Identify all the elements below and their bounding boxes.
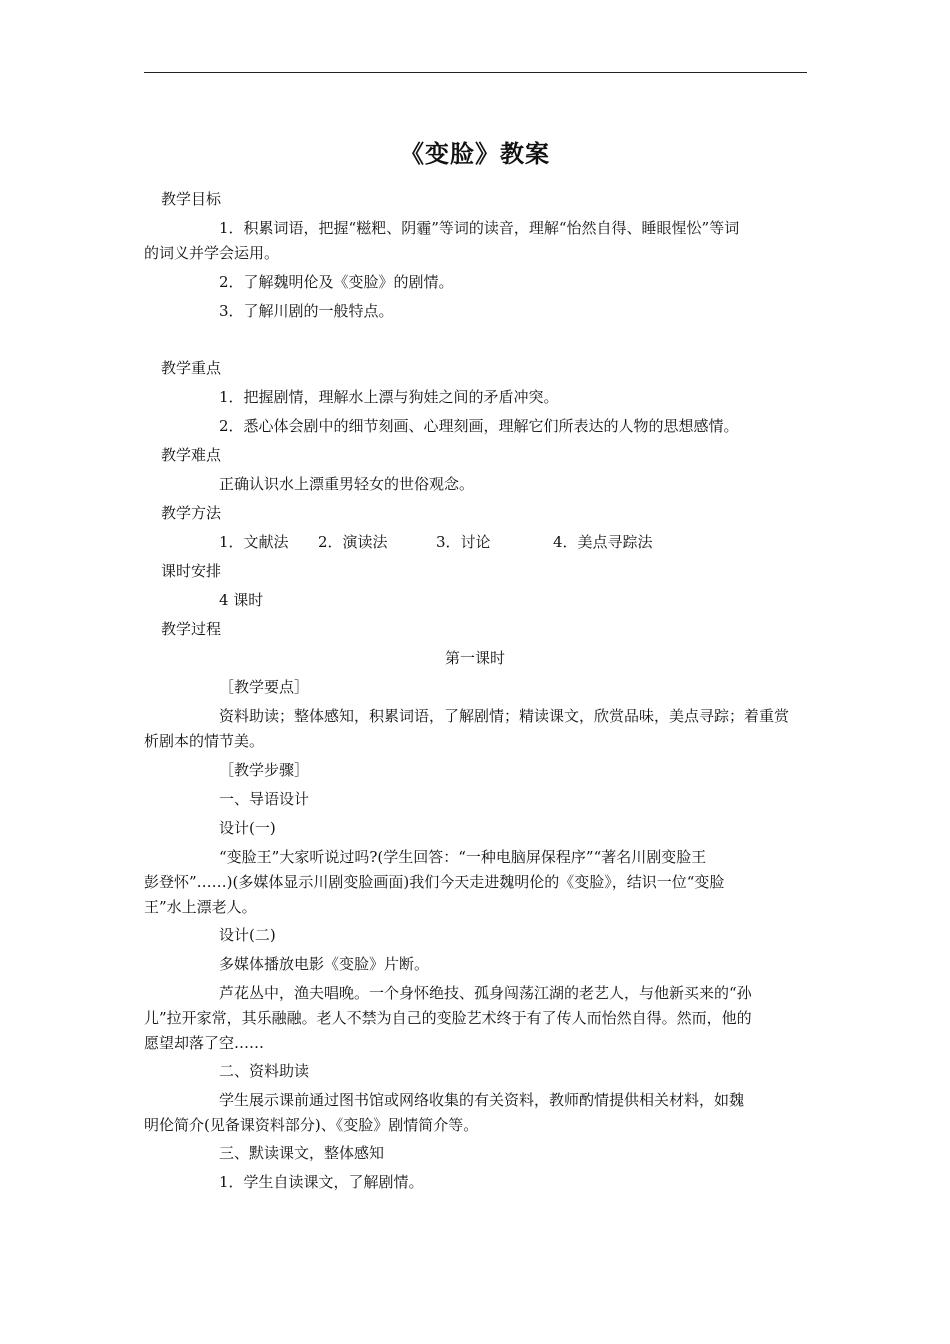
steps-label: ［教学步骤］ — [219, 761, 310, 779]
method-2: 2．演读法 — [318, 533, 388, 551]
objectives-heading: 教学目标 — [161, 190, 222, 208]
objective-3: 3．了解川剧的一般特点。 — [219, 302, 394, 320]
design-2-line-2: 芦花丛中，渔夫唱晚。一个身怀绝技、孤身闯荡江湖的老艺人，与他新买来的“孙 — [219, 984, 752, 1002]
step-2-line-2: 明伦简介(见备课资料部分)、《变脸》剧情简介等。 — [144, 1116, 479, 1134]
step-2-line-1: 学生展示课前通过图书馆或网络收集的有关资料，教师酌情提供相关材料，如魏 — [219, 1091, 745, 1109]
header-rule — [144, 72, 807, 73]
design-2-label: 设计(二) — [219, 926, 276, 944]
objective-2: 2．了解魏明伦及《变脸》的剧情。 — [219, 273, 454, 291]
schedule-heading: 课时安排 — [161, 562, 222, 580]
schedule-text: 4 课时 — [219, 591, 264, 609]
method-3: 3．讨论 — [436, 533, 491, 551]
key-points-heading: 教学重点 — [161, 359, 222, 377]
points-line-2: 析剧本的情节美。 — [144, 732, 265, 750]
design-2-line-1: 多媒体播放电影《变脸》片断。 — [219, 955, 430, 973]
difficulty-text: 正确认识水上漂重男轻女的世俗观念。 — [219, 475, 475, 493]
design-1-line-3: 王”水上漂老人。 — [144, 898, 257, 916]
objective-1-line-1: 1．积累词语，把握“糍粑、阴霾”等词的读音，理解“怡然自得、睡眼惺忪”等词 — [219, 219, 740, 237]
design-1-label: 设计(一) — [219, 819, 276, 837]
process-heading: 教学过程 — [161, 620, 222, 638]
points-label: ［教学要点］ — [219, 678, 310, 696]
design-1-line-2: 彭登怀”……)(多媒体显示川剧变脸画面)我们今天走进魏明伦的《变脸》，结识一位“变脸 — [144, 873, 725, 891]
key-point-2: 2．悉心体会剧中的细节刻画、心理刻画，理解它们所表达的人物的思想感情。 — [219, 417, 739, 435]
objective-1-line-2: 的词义并学会运用。 — [144, 244, 280, 262]
design-2-line-4: 愿望却落了空…… — [144, 1034, 265, 1052]
step-2-heading: 二、资料助读 — [219, 1062, 310, 1080]
points-line-1: 资料助读；整体感知，积累词语，了解剧情；精读课文，欣赏品味，美点寻踪；着重赏 — [219, 707, 790, 725]
lesson-1-title: 第一课时 — [444, 649, 505, 667]
step-3-item-1: 1．学生自读课文，了解剧情。 — [219, 1173, 424, 1191]
difficulty-heading: 教学难点 — [161, 446, 222, 464]
methods-heading: 教学方法 — [161, 504, 222, 522]
method-1: 1．文献法 — [219, 533, 289, 551]
step-1-heading: 一、导语设计 — [219, 790, 310, 808]
document-title: 《变脸》教案 — [400, 140, 550, 168]
method-4: 4．美点寻踪法 — [553, 533, 653, 551]
design-1-line-1: “变脸王”大家听说过吗?(学生回答：“一种电脑屏保程序”“著名川剧变脸王 — [219, 848, 707, 866]
design-2-line-3: 儿”拉开家常，其乐融融。老人不禁为自己的变脸艺术终于有了传人而怡然自得。然而，他的 — [144, 1009, 752, 1027]
step-3-heading: 三、默读课文，整体感知 — [219, 1144, 385, 1162]
key-point-1: 1．把握剧情，理解水上漂与狗娃之间的矛盾冲突。 — [219, 388, 559, 406]
